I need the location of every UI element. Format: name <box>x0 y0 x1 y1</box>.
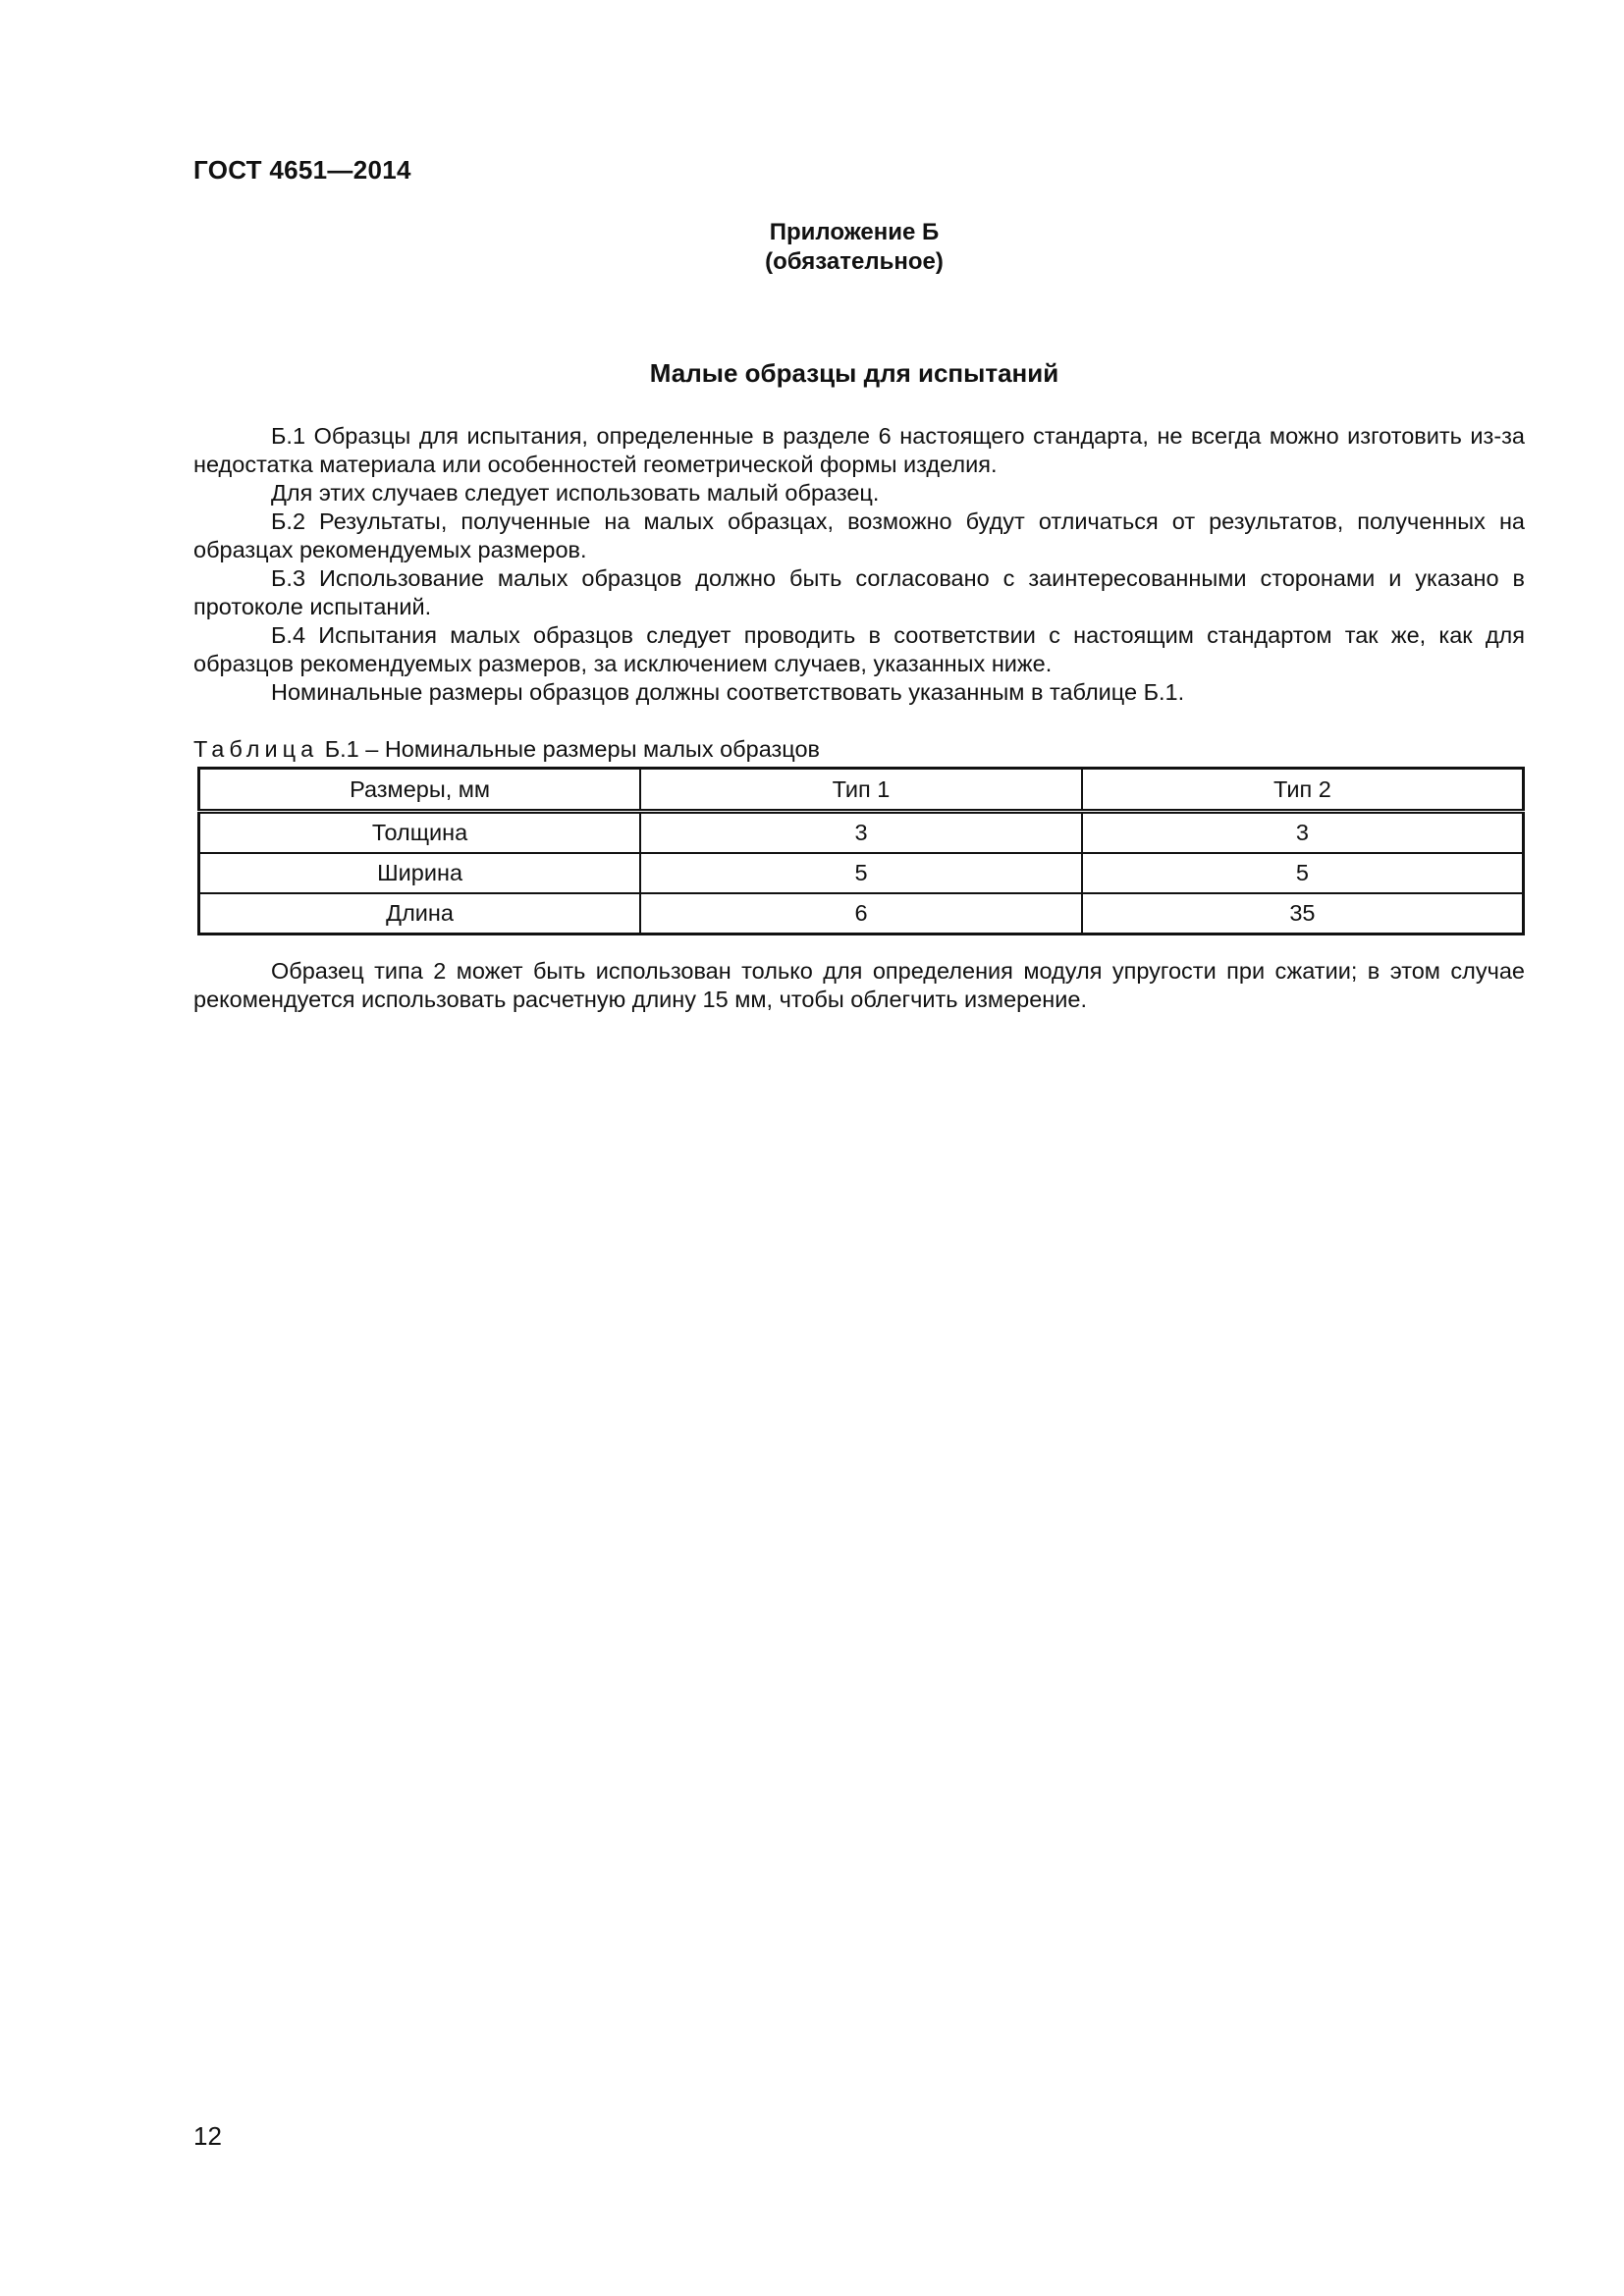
paragraph-b1-continued: Для этих случаев следует использовать малый образец. <box>271 480 880 506</box>
paragraph-b4-continued: Номинальные размеры образцов должны соответствовать указанным в таблице Б.1. <box>271 679 1185 705</box>
table-cell: Ширина <box>199 853 641 893</box>
table-caption <box>193 735 820 764</box>
paragraph-b3: Б.3 Использование малых образцов должно быть согласовано с заинтересованными сторонами и указано в протоколе испытаний. <box>193 565 1525 619</box>
dimensions-table <box>197 767 1525 935</box>
section-title: Малые образцы для испытаний <box>649 358 1059 388</box>
appendix-status: (обязательное) <box>765 248 944 275</box>
table-cell: Толщина <box>199 812 641 854</box>
document-header: ГОСТ 4651—2014 <box>193 155 411 185</box>
body-text <box>193 422 1525 707</box>
appendix-heading <box>0 218 1624 277</box>
table-header-cell: Размеры, мм <box>199 769 641 812</box>
paragraph-b1: Б.1 Образцы для испытания, определенные в разделе 6 настоящего стандарта, не всегда можно изготовить из-за недостатка материала или особенностей геометрической формы изделия. <box>193 423 1525 477</box>
table-header-cell: Тип 1 <box>640 769 1082 812</box>
table-caption-label: Таблица <box>193 736 319 762</box>
table-caption-text: Б.1 – Номинальные размеры малых образцов <box>324 736 821 762</box>
paragraph-b4: Б.4 Испытания малых образцов следует проводить в соответствии с настоящим стандартом так же, как для образцов рекомендуемых размеров, за исключением случаев, указанных ниже. <box>193 622 1525 676</box>
table-cell: 35 <box>1082 893 1524 934</box>
note-paragraph: Образец типа 2 может быть использован только для определения модуля упругости при сжатии; в этом случае рекомендуется использовать расчетную длину 15 мм, чтобы облегчить измерение. <box>193 958 1525 1012</box>
table-cell: 3 <box>1082 812 1524 854</box>
table-header-cell: Тип 2 <box>1082 769 1524 812</box>
table-cell: 6 <box>640 893 1082 934</box>
table-header-row <box>199 769 1524 812</box>
table-cell: 3 <box>640 812 1082 854</box>
table-row <box>199 812 1524 854</box>
table-cell: Длина <box>199 893 641 934</box>
appendix-title: Приложение Б <box>769 219 940 245</box>
page-number: 12 <box>193 2121 222 2151</box>
table-row <box>199 893 1524 934</box>
note-text <box>193 957 1525 1014</box>
table-row <box>199 853 1524 893</box>
paragraph-b2: Б.2 Результаты, полученные на малых образцах, возможно будут отличаться от результатов, полученных на образцах рекомендуемых размеров. <box>193 508 1525 562</box>
table-cell: 5 <box>640 853 1082 893</box>
table-cell: 5 <box>1082 853 1524 893</box>
